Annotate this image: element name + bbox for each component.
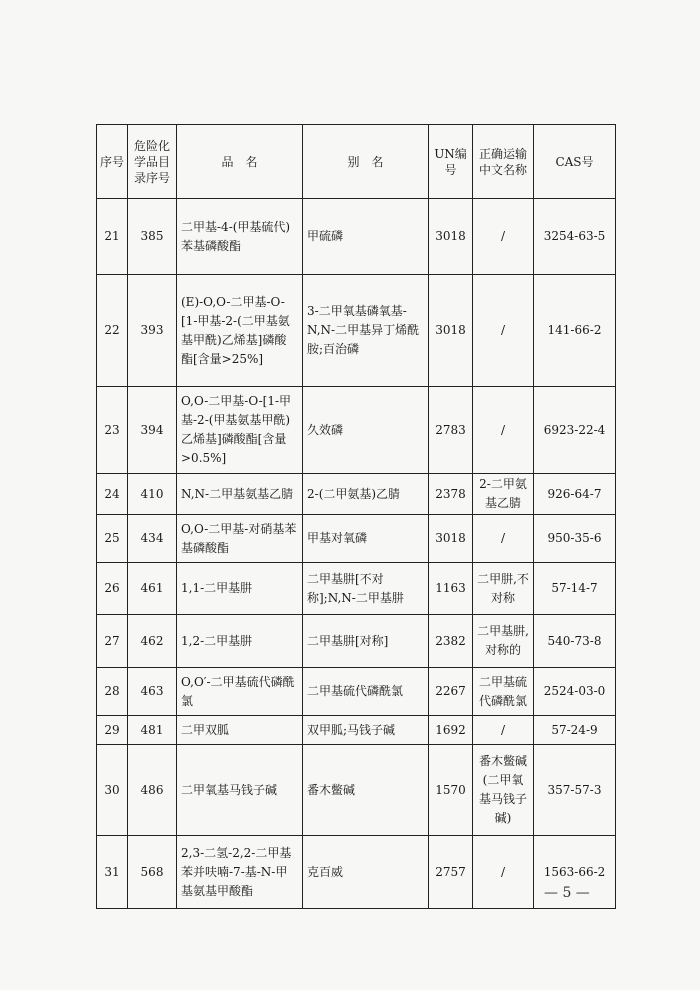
row-no: 23 [97, 387, 128, 474]
row-proper-name: 二甲基硫代磷酰氯 [473, 668, 534, 716]
row-un: 3018 [429, 275, 473, 387]
row-catalog-no: 410 [128, 474, 177, 515]
row-catalog-no: 385 [128, 199, 177, 275]
row-name: 二甲双胍 [177, 716, 303, 745]
header-alias: 别 名 [303, 125, 429, 199]
row-no: 24 [97, 474, 128, 515]
row-no: 25 [97, 515, 128, 563]
row-catalog-no: 461 [128, 563, 177, 615]
row-name: 2,3-二氢-2,2-二甲基苯并呋喃-7-基-N-甲基氨基甲酸酯 [177, 836, 303, 909]
row-cas: 57-14-7 [534, 563, 616, 615]
row-proper-name: 二甲基肼,对称的 [473, 615, 534, 668]
row-no: 22 [97, 275, 128, 387]
header-un: UN编号 [429, 125, 473, 199]
row-no: 31 [97, 836, 128, 909]
row-catalog-no: 394 [128, 387, 177, 474]
row-name: 二甲氧基马钱子碱 [177, 745, 303, 836]
row-cas: 1563-66-2 [534, 836, 616, 909]
row-un: 1570 [429, 745, 473, 836]
chemical-table [96, 124, 616, 909]
table-row [97, 387, 616, 474]
row-catalog-no: 486 [128, 745, 177, 836]
row-name: (E)-O,O-二甲基-O-[1-甲基-2-(二甲基氨基甲酰)乙烯基]磷酸酯[含量>25%] [177, 275, 303, 387]
row-alias: 3-二甲氧基磷氧基-N,N-二甲基异丁烯酰胺;百治磷 [303, 275, 429, 387]
table-row [97, 836, 616, 909]
table-row [97, 199, 616, 275]
row-cas: 950-35-6 [534, 515, 616, 563]
row-cas: 57-24-9 [534, 716, 616, 745]
row-cas: 926-64-7 [534, 474, 616, 515]
page-number: — 5 — [544, 885, 590, 901]
table-row [97, 716, 616, 745]
header-row [97, 125, 616, 199]
table-row [97, 745, 616, 836]
header-no: 序号 [97, 125, 128, 199]
row-no: 21 [97, 199, 128, 275]
row-un: 3018 [429, 199, 473, 275]
row-proper-name: / [473, 716, 534, 745]
row-proper-name: / [473, 515, 534, 563]
row-proper-name: / [473, 387, 534, 474]
row-cas: 6923-22-4 [534, 387, 616, 474]
row-name: 1,1-二甲基肼 [177, 563, 303, 615]
table-row [97, 563, 616, 615]
row-un: 1692 [429, 716, 473, 745]
row-alias: 二甲基肼[对称] [303, 615, 429, 668]
row-catalog-no: 462 [128, 615, 177, 668]
row-proper-name: 番木鳖碱(二甲氧基马钱子碱) [473, 745, 534, 836]
row-un: 3018 [429, 515, 473, 563]
row-proper-name: / [473, 199, 534, 275]
table-row [97, 275, 616, 387]
header-proper-name: 正确运输中文名称 [473, 125, 534, 199]
row-alias: 克百威 [303, 836, 429, 909]
row-name: 1,2-二甲基肼 [177, 615, 303, 668]
row-un: 1163 [429, 563, 473, 615]
row-name: N,N-二甲基氨基乙腈 [177, 474, 303, 515]
row-proper-name: 二甲肼,不对称 [473, 563, 534, 615]
row-alias: 甲基对氧磷 [303, 515, 429, 563]
row-alias: 二甲基硫代磷酰氯 [303, 668, 429, 716]
row-cas: 2524-03-0 [534, 668, 616, 716]
row-un: 2378 [429, 474, 473, 515]
header-cas: CAS号 [534, 125, 616, 199]
row-no: 28 [97, 668, 128, 716]
header-catalog-no: 危险化学品目录序号 [128, 125, 177, 199]
row-un: 2783 [429, 387, 473, 474]
row-name: O,O-二甲基-O-[1-甲基-2-(甲基氨基甲酰)乙烯基]磷酸酯[含量>0.5%] [177, 387, 303, 474]
row-un: 2757 [429, 836, 473, 909]
table-row [97, 474, 616, 515]
row-alias: 双甲胍;马钱子碱 [303, 716, 429, 745]
row-name: 二甲基-4-(甲基硫代)苯基磷酸酯 [177, 199, 303, 275]
row-alias: 二甲基肼[不对称];N,N-二甲基肼 [303, 563, 429, 615]
row-cas: 357-57-3 [534, 745, 616, 836]
row-no: 29 [97, 716, 128, 745]
row-alias: 久效磷 [303, 387, 429, 474]
row-cas: 540-73-8 [534, 615, 616, 668]
row-proper-name: 2-二甲氨基乙腈 [473, 474, 534, 515]
row-name: O,O′-二甲基硫代磷酰氯 [177, 668, 303, 716]
row-no: 26 [97, 563, 128, 615]
row-alias: 甲硫磷 [303, 199, 429, 275]
row-un: 2267 [429, 668, 473, 716]
table-row [97, 668, 616, 716]
row-catalog-no: 463 [128, 668, 177, 716]
row-no: 27 [97, 615, 128, 668]
row-cas: 141-66-2 [534, 275, 616, 387]
row-un: 2382 [429, 615, 473, 668]
table-row [97, 515, 616, 563]
row-catalog-no: 393 [128, 275, 177, 387]
row-catalog-no: 481 [128, 716, 177, 745]
row-alias: 番木鳖碱 [303, 745, 429, 836]
row-name: O,O-二甲基-对硝基苯基磷酸酯 [177, 515, 303, 563]
row-cas: 3254-63-5 [534, 199, 616, 275]
header-name: 品 名 [177, 125, 303, 199]
row-proper-name: / [473, 275, 534, 387]
table-row [97, 615, 616, 668]
row-no: 30 [97, 745, 128, 836]
row-proper-name: / [473, 836, 534, 909]
row-catalog-no: 434 [128, 515, 177, 563]
row-catalog-no: 568 [128, 836, 177, 909]
row-alias: 2-(二甲氨基)乙腈 [303, 474, 429, 515]
